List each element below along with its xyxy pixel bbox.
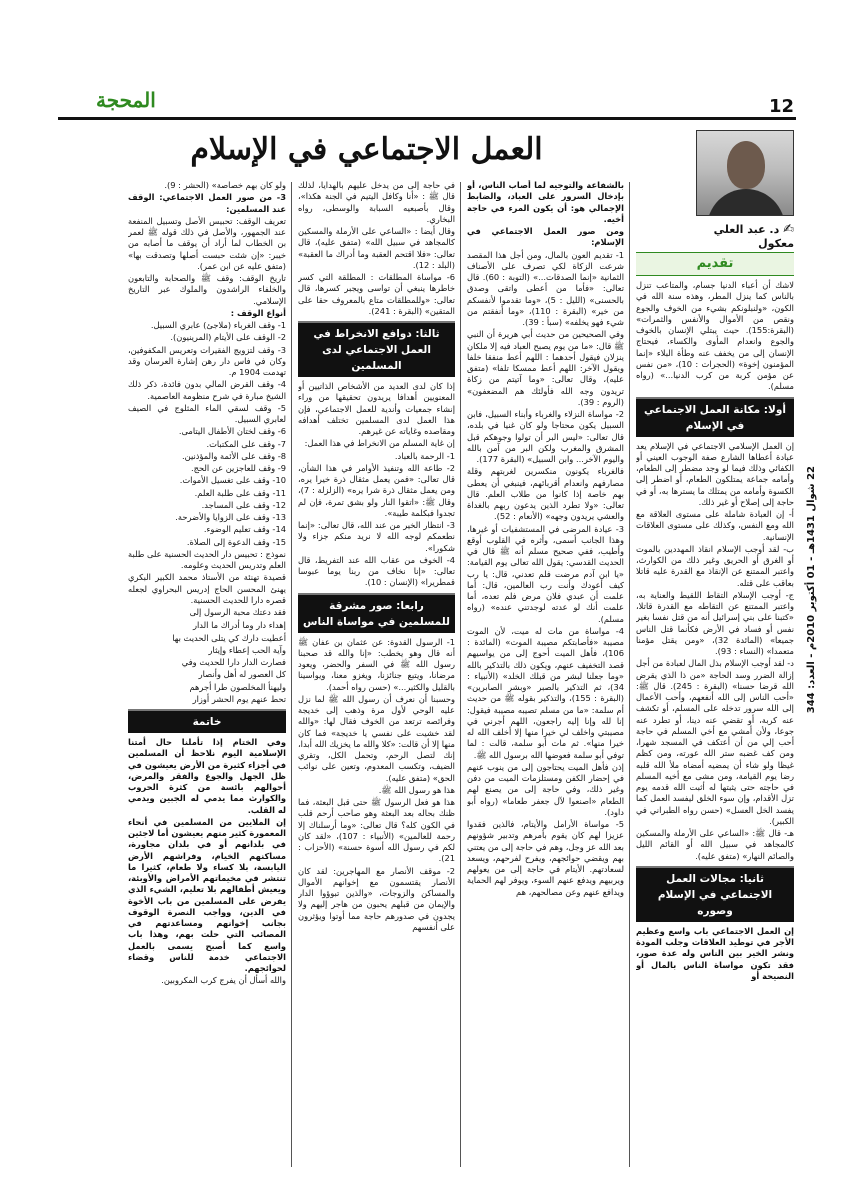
paragraph: فالغرباء يكونون منكسرين لغربتهم وقلة مصارفهم وانعدام أقربائهم، فينبغي أن يعطى بهم خاصة إذا كانوا من طلاب العلم. قال تعالى: «ولا تطرد الذين يدعون ربهم بالغداة والعشي يريدون وجهه» (الأنعام : 52). [467,466,624,522]
paragraph: إذن فأهل الميت يحتاجون إلى من ينوب عنهم في إحضار الكفن ومستلزمات الميت من دفن وغير ذلك، وفي حاجة إلى من يصنع لهم الطعام «اصنعوا لآل جعفر طعاما» (رواه أبو داود). [467,761,624,817]
paragraph: إن العمل الإسلامي الاجتماعي في الإسلام يعد عبادة أعطاها الشارع صفة الوجوب العيني أو الكفائي وذلك فيما لو وجد مضطر إلى الطعام، وأمامه جماعة يمتلكون الطعام، أو اضطر إلى الكسوة وأمامه من يمتلك ما يسترها به، أو في حاجة إلى إصلاح أو غير ذلك. [636,440,794,507]
paragraph: 1- الرسول القدوة: عن عثمان بن عفان ﷺ أنه قال وهو يخطب: «إنا والله قد صحبنا رسول الله ﷺ في السفر والحضر، ويعود مرضانا، ويتبع جنائزنا، ويغزو معنا، ويواسينا بالقليل والكثير...» (حسن رواه أحمد). [298,636,455,692]
author-photo [696,130,794,216]
paragraph: 1- الرحمة بالعباد. [394,450,455,461]
header-divider [58,117,796,120]
paragraph: أ- إن العبادة شاملة على مستوى العلاقة مع الله ومع النفس، وكذلك على مستوى العلاقات الإنسانية. [636,509,794,542]
section-heading-4: رابعا: صور مشرقة للمسلمين في مواساة الناس [298,593,455,633]
conclusion-heading: خاتمة [128,709,286,733]
list-item: 13- وقف على الزوايا والأضرحة. [175,512,286,522]
paragraph: هـ- قال ﷺ: «الساعي على الأرملة والمسكين كالمجاهد في سبيل الله أو القائم الليل والصائم النهار» (متفق عليه). [636,828,794,861]
list-item: 4- وقف القرض المالي بدون فائدة، ذكر ذلك الشيخ مبارة في شرح منظومة العاصمية. [128,379,286,401]
author-byline [684,222,794,250]
paragraph: ولو كان بهم خصاصة» (الحشر : 9). [164,180,286,190]
paragraph: تاريخ الوقف: وقف ﷺ والصحابة والتابعون والخلفاء الراشدون والملوك عبر التاريخ الإسلامي. [128,273,286,306]
list-item: 8- وقف على الأئمة والمؤذنين. [182,450,286,461]
list-item: 5- وقف لسقي الماء المثلوج في الصيف لعابري السبيل. [128,402,286,424]
author-name: د. عبد العلي معكول [713,223,794,250]
list-item: 9- وقف للعاجزين عن الحج. [191,463,286,473]
photo-head [727,141,765,189]
paragraph: وحسبنا أن نعرف أن رسول الله ﷺ لما نزل عليه الوحي لأول مرة وذهب إلى خديجة وفرائصه ترتعد من الخوف فقال لها: «والله لقد خشيت على نفسي يا خديجة» فما كان منها إلا أن قالت: «كلا والله ما يخزيك الله أبدا، إنك لتصل الرحم، وتحمل الكل، وتقري الضيف، وتكسب المعدوم، وتعين على نوائب الحق» (متفق عليه). [298,693,455,783]
paragraph: إذا كان لدى العديد من الأشخاص الذاتيين أو المعنويين أهدافا يريدون تحقيقها من وراء إنشاء جمعيات وأندية للعمل الاجتماعي، فإن هذا العمل لدى المسلمين تختلف أهدافه ومقاصده وغاياته عن غيرهم. [298,381,455,436]
issue-date-strip [802,160,820,1020]
paragraph: ومن صور العمل الاجتماعي في الإسلام: [467,226,624,248]
column-3 [298,180,455,1170]
paragraph: 2- موقف الأنصار مع المهاجرين: لقد كان الأنصار يقتسمون مع إخوانهم الأموال والمساكن والزوجات، «والذين تبوؤوا الدار والإيمان من قبلهم يحبون من هاجر إليهم ولا يجدون في صدورهم حاجة مما أوتوا ويؤثرون على أنفسهم [298,865,455,932]
paragraph: 5- مواساة الأرامل والأيتام، فالذين فقدوا عزيزا لهم كان يقوم بأمرهم وتدبير شؤونهم بعد الله عز وجل، وهم في حاجة إلى من يعتني بهم ويقضي حوائجهم، ويفرح لفرحهم، ويسعد لسعادتهم. الأيتام في حاجة إلى من يعولهم ويربيهم ويدفع عنهم السوء، ويوفر لهم الحماية ويدافع عنهم وعن مصالحهم، هم [467,819,624,897]
list-item: 6- وقف لختان الأطفال اليتامى. [178,426,286,437]
paragraph: إن غاية المسلم من الانخراط في هذا العمل: [304,438,455,449]
paragraph: والله أسأل أن يفرج كرب المكروبين. [161,975,286,986]
paragraph: 6- مواساة المطلقات : المطلقة التي كسر خاطرها ينبغي أن تواسى ويجبر كسرها، قال تعالى: «وللمطلقات متاع بالمعروف حقا على المتقين» (البقرة : 241). [298,272,455,316]
paragraph: د- لقد أوجب الإسلام بذل المال لعبادة من أجل إزالة الضرر وسد الحاجة «من ذا الذي يقرض الله قرضا حسنا» (البقرة : 245). قال ﷺ: «أحب الناس إلى الله أنفعهم، وأحب الأعمال إلى الله سرور تدخله على المسلم، أو تكشف عنه كربة، أو تقضي عنه دينا، أو تطرد عنه جوعا، ولأن أمشي مع أخي المسلم في حاجة أحب إلي من أن أعتكف في المسجد شهرا، ومن كف غضبه ستر الله عورته، ومن كظم غيظا ولو شاء أن يمضيه أمضاه ملأ الله قلبه رضا يوم القيامة، ومن مشى مع أخيه المسلم في حاجته حتى يثبتها له أثبت الله قدمه يوم تزل الأقدام، وإن سوء الخلق ليفسد العمل كما يفسد الخل العسل» (حسن رواه الطبراني في الكبير). [636,658,794,826]
list-item: 14- وقف تعليم الوضوء. [203,524,286,535]
paragraph: لاشك أن أعباء الدنيا جسام، والمتاعب تنزل بالناس كما ينزل المطر، وهذه سنة الله في الكون، «ولنبلونكم بشيء من الخوف والجوع ونقص من الأموال والأنفس والثمرات» (البقرة:155). حيث يبتلي الإنسان بالخوف والجوع وانعدام المأوى والكساء، فيحتاج الإنسان إلى من يخفف عنه وطأة البلاء «إنما المؤمنون إخوة» (الحجرات : 10)، «من نفس عن مؤمن كربة من كرب الدنيا...» (رواه مسلم). [636,280,794,392]
list-item: 3- وقف لتزويج الفقيرات وتعريس المكفوفين، وكان في فاس دار رهن إشارة العرسان وقد تهدمت 1904 م. [128,344,286,377]
pen-icon: ✍ [783,222,794,237]
paragraph: إن الملايين من المسلمين في أنحاء المعمورة كثير منهم يعيشون أما لاجئين في بلدانهم أو في بلدان مجاورة، مساكنهم الخيام، وفراشهم الأرض اليابسة، بلا كساء ولا طعام، كثيرا ما تنتشر في مخيماتهم الأمراض والأوبئة، ويعيش أطفالهم بلا تعليم، الشيء الذي يفرض على المسلمين من باب الأخوة في الدين، وواجب النصرة الوقوف بجانب إخوانهم ومساعدتهم في المصائب التي حلت بهم، وهذا باب واسع كما أصبح يسمى بالعمل الاجتماعي خدمة للناس وقضاء لحوائجهم. [128,816,286,973]
paragraph: 3- عيادة المرضى في المستشفيات أو غيرها، وهذا الجانب أسمى، وأثره في القلوب أوقع وأطيب، ففي صحيح مسلم أنه ﷺ قال في الحديث القدسي: يقول الله تعالى يوم القيامة: «يا ابن آدم مرضت فلم تعدني، قال: يا رب كيف أعودك وأنت رب العالمين، قال: أما علمت أن عبدي فلان مرض فلم تعده، أما علمت أنك لو عدته لوجدتني عنده» (رواه مسلم). [467,523,624,624]
paragraph: 4- الخوف من عقاب الله عند التفريط، قال تعالى: «إنا نخاف من ربنا يوما عبوسا قمطريرا» (الإنسان : 10). [298,554,455,588]
poem-line: إهداء دار وما أدراك ما الدار [192,620,286,631]
paragraph: هذا هو رسول الله ﷺ. [378,784,455,795]
article-title: العمل الاجتماعي في الإسلام [190,132,543,167]
paragraph: 2- مواساة النزلاء والغرباء وأبناء السبيل، فابن السبيل يكون محتاجا ولو كان غنيا في بلده، قال تعالى: «ليس البر أن تولوا وجوهكم قبل المشرق والمغرب ولكن البر من آمن بالله واليوم الآخر... وابن السبيل» (البقرة 177). [467,409,624,464]
paragraph: فقد دعتك محبة الرسول إلى [189,607,286,617]
column-2 [467,180,624,1170]
paragraph: إن العمل الاجتماعي باب واسع وعظيم الأجر في توطيد العلاقات وجلب المودة ونشر الخير بين الناس وله عدة صور، فقد تكون مواساة الناس بالمال أو النصيحة أو [636,925,794,981]
column-divider [291,182,292,1167]
section-heading-1: أولا: مكانة العمل الاجتماعي في الإسلام [636,397,794,437]
paragraph: قصيدة تهنئة من الأستاذ محمد الكبير البكري يهنئ المحسن الحاج إدريس البحراوي لجعله قصره دارا للحديث الحسنية. [128,572,286,605]
waqf-types-list [128,320,286,548]
column-4 [128,180,286,1170]
list-item: 2- الوقف على الأيتام (المرينيون). [170,332,286,343]
issue-date-text: 22 شوال 1431هـ - 01 أكتوبر 2010م - العدد: 344 [805,466,817,714]
paragraph: وقال أيضا : «الساعي على الأرملة والمسكين كالمجاهد في سبيل الله» (متفق عليه)، قال تعالى: «فلا اقتحم العقبة وما أدراك ما العقبة» (البلد : 12). [298,226,455,270]
page-number: 12 [768,96,794,117]
section-heading-3: ثالثا: دوافع الانخراط في العمل الاجتماعي لدى المسلمين [298,321,455,377]
poem [128,620,286,705]
poem-line: وآية الحب إعطاء وإيثار [208,644,286,655]
intro-heading: تقديم [636,252,794,276]
poem-line: وليهنأ المخلصون طرا أجرهم [189,681,286,692]
paragraph: ج- أوجب الإسلام التقاط اللقيط والعناية به، واعتبر الممتنع عن التقاطه مع القدرة قاتلا، «كتبنا على بني إسرائيل أنه من قتل نفسا بغير نفس أو فساد في الأرض فكأنما قتل الناس جميعا» (المائدة 32)، «ومن يقتل مؤمنا متعمدا» (النساء : 93). [636,589,794,656]
paragraph: نموذج : تحبيس دار الحديث الحسنية على طلبة العلم وتدريس الحديث وعلومه. [128,548,286,570]
column-divider [460,182,461,1167]
paragraph: تعريف الوقف: تحبيس الأصل وتسبيل المنفعة عند الجمهور، والأصل في ذلك قوله ﷺ لعمر بن الخطاب لما أراد أن يوقف ما أصابه من خيبر: «إن شئت حبست أصلها وتصدقت بها» (متفق عليه عن ابن عمر). [128,215,286,271]
list-item: 15- وقف الدعوة إلى الصلاة. [186,536,286,547]
poem-line: أعطيت دارك كي يتلى الحديث بها [172,632,286,643]
poem-line: كل العصور له أهل وأنصار [198,669,286,680]
list-item: 12- وقف على المساجد. [201,499,286,510]
paragraph: 2- طاعة الله وتنفيذ الأوامر في هذا الشأن، قال تعالى: «فمن يعمل مثقال ذرة خيرا يره، ومن يعمل مثقال ذرة شرا يره» (الزلزلة : 7)، وقال ﷺ: «اتقوا النار ولو بشق تمرة، فإن لم تجدوا فبكلمة طيبة». [298,462,455,518]
paragraph: وفي الصحيحين من حديث أبي هريرة أن النبي ﷺ قال: «ما من يوم يصبح العباد فيه إلا ملكان ينزلان فيقول أحدهما : اللهم أعط منفقا خلفا ويقول الآخر: اللهم أعط ممسكا تلفا» (متفق عليه)، وقال تعالى: «وما آتيتم من زكاة تريدون وجه الله فأولئك هم المضعفون» (الروم : 39). [467,329,624,407]
paragraph: وفي الختام إذا تأملنا حال أمتنا الإسلامية اليوم نلاحظ أن المسلمين في أجزاء كثيرة من الأرض يعيشون في ظل الجهل والجوع والفقر والمرض، أحوالهم بائسة من كثرة الحروب والكوارث مما يدمي له الجبين ويدمي له القلب. [128,737,286,815]
paragraph: في حاجة إلى من يدخل عليهم بالهدايا، لذلك قال ﷺ : «أنا وكافل اليتيم في الجنة هكذا»، وقال بأصبعيه السبابة والوسطى، رواه البخاري. [298,180,455,224]
poem-line: تحط عنهم يوم الحشر أوزار [192,693,286,704]
paragraph: 3- انتظار الخير من عند الله، قال تعالى: «إنما نطعمكم لوجه الله لا نريد منكم جزاء ولا شكورا». [298,520,455,553]
column-1 [636,248,794,1168]
paragraph: 3- من صور العمل الاجتماعي: الوقف عند المسلمين: [128,192,286,214]
paragraph: 4- مواساة من مات له ميت، لأن الموت مصيبة «فأصابتكم مصيبة الموت» (المائدة : 106)، فأهل الميت أحوج إلى من يواسيهم قصد التخفيف عنهم، ويكون ذلك بالتذكير بالله «وما جعلنا لبشر من قبلك الخلد» (الأنبياء : 34)، ثم التذكير بالصبر «وبشر الصابرين» (البقرة : 155)، والتذكير بقوله ﷺ من حديث أم سلمة: «ما من مسلم تصيبه مصيبة فيقول: إنا لله وإنا إليه راجعون، اللهم أجرني في مصيبتي واخلف لي خيرا منها إلا أخلف الله له خيرا منها». ثم مات أبو سلمة، قالت : لما توفي أبو سلمة فعوضها الله برسول الله ﷺ. [467,625,624,760]
paragraph: 1- تقديم العون بالمال، ومن أجل هذا المقصد شرعت الزكاة لكي تصرف على الأصناف الثمانية «إنما الصدقات...» (التوبة : 60). قال تعالى: «فأما من أعطى واتقى وصدق بالحسنى» (الليل : 5)، «وما تقدموا لأنفسكم من خير» (البقرة : 110)، «وما أنفقتم من شيء فهو يخلفه» (سبأ : 39). [467,249,624,327]
section-heading-2: ثانيا: مجالات العمل الاجتماعي في الإسلام وصوره [636,866,794,922]
list-item: 1- وقف الغرباء (ملاجئ) عابري السبيل. [150,320,286,330]
poem-line: فصارت الدار دارا للحديث وفي [181,657,286,667]
list-item: 7- وقف على المكتبات. [206,438,286,449]
photo-shoulders [707,189,785,216]
paragraph: بالشفاعة والتوجيه لما أصاب الناس، أو بإدخال السرور على العباد، والضابط الإجمالي هو: أن يكون المرء في حاجة أخيه. [467,180,624,224]
waqf-types-heading: أنواع الوقف : [230,307,286,318]
paragraph: ب- لقد أوجب الإسلام انقاذ المهددين بالموت أو الغرق أو الحريق وغير ذلك من الكوارث، واعتبر الممتنع عن الإنقاذ مع القدرة عليه قاتلا بعاقب على قتله. [636,543,794,588]
list-item: 11- وقف على طلبة العلم. [194,487,286,498]
paragraph: هذا هو فعل الرسول ﷺ حتى قبل البعثة، فما ظنك بحاله بعد البعثة وهو صاحب أرحم قلب في الكون كله؟ قال تعالى: «وما أرسلناك إلا رحمة للعالمين» (الأنبياء : 107)، «لقد كان لكم في رسول الله أسوة حسنة» (الأحزاب : 21). [298,797,455,864]
list-item: 10- وقف على تغسيل الأموات. [179,475,286,486]
column-divider [629,182,630,1167]
section-logo: المحجة [96,88,156,112]
